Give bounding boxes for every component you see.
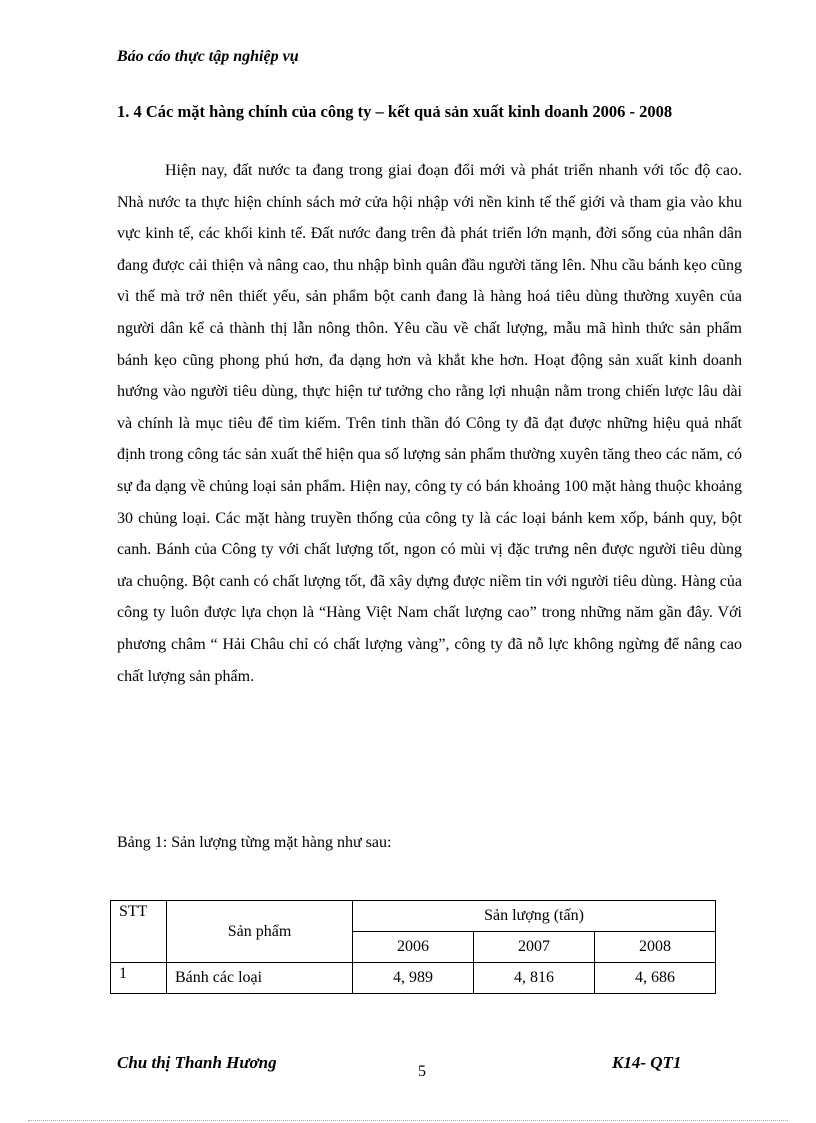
row-value-2008: 4, 686 (595, 963, 716, 994)
header-output: Sản lượng (tấn) (353, 901, 716, 932)
row-product: Bánh các loại (167, 963, 353, 994)
document-header: Báo cáo thực tập nghiệp vụ (117, 48, 299, 65)
header-year-2008: 2008 (595, 932, 716, 963)
table-caption: Bảng 1: Sản lượng từng mặt hàng như sau: (117, 834, 392, 851)
row-stt: 1 (111, 963, 167, 994)
page-number: 5 (418, 1063, 426, 1080)
row-value-2006: 4, 989 (353, 963, 474, 994)
output-table (110, 900, 716, 994)
header-year-2007: 2007 (474, 932, 595, 963)
footer-author: Chu thị Thanh Hương (117, 1053, 277, 1072)
table-row (111, 963, 716, 994)
footer-class-code: K14- QT1 (612, 1053, 682, 1072)
header-year-2006: 2006 (353, 932, 474, 963)
page-bottom-divider (28, 1120, 788, 1121)
table-header-row (111, 901, 716, 932)
header-stt: STT (111, 901, 167, 963)
body-paragraph: Hiện nay, đất nước ta đang trong giai đoạn đổi mới và phát triển nhanh với tốc độ cao. Nhà nước ta thực hiện chính sách mở cửa hội nhập với nền kinh tế thế giới và tham gia vào khu vực kinh tế, các khối kinh tế. Đất nước đang trên đà phát triển lớn mạnh, đời sống của nhân dân đang được cải thiện và nâng cao, thu nhập bình quân đầu người tăng lên. Nhu cầu bánh kẹo cũng vì thế mà trở nên thiết yếu, sản phẩm bột canh đang là hàng hoá tiêu dùng thường xuyên của người dân kể cả thành thị lẫn nông thôn. Yêu cầu về chất lượng, mẫu mã hình thức sản phẩm bánh kẹo cũng phong phú hơn, đa dạng hơn và khắt khe hơn. Hoạt động sản xuất kinh doanh hướng vào người tiêu dùng, thực hiện tư tưởng cho rằng lợi nhuận nằm trong chiến lược lâu dài và chính là mục tiêu để tìm kiếm. Trên tinh thần đó Công ty đã đạt được những hiệu quả nhất định trong công tác sản xuất thể hiện qua số lượng sản phẩm thường xuyên tăng theo các năm, có sự đa dạng về chủng loại sản phẩm. Hiện nay, công ty có bán khoảng 100 mặt hàng thuộc khoảng 30 chủng loại. Các mặt hàng truyền thống của công ty là các loại bánh kem xốp, bánh quy, bột canh. Bánh của Công ty với chất lượng tốt, ngon có mùi vị đặc trưng nên được người tiêu dùng ưa chuộng. Bột canh có chất lượng tốt, đã xây dựng được niềm tin với người tiêu dùng. Hàng của công ty luôn được lựa chọn là “Hàng Việt Nam chất lượng cao” trong những năm gần đây. Với phương châm “ Hải Châu chỉ có chất lượng vàng”, công ty đã nỗ lực không ngừng để nâng cao chất lượng sản phẩm. (117, 162, 742, 685)
section-heading: 1. 4 Các mặt hàng chính của công ty – kết quả sản xuất kinh doanh 2006 - 2008 (117, 102, 673, 121)
header-product: Sản phẩm (167, 901, 353, 963)
row-value-2007: 4, 816 (474, 963, 595, 994)
